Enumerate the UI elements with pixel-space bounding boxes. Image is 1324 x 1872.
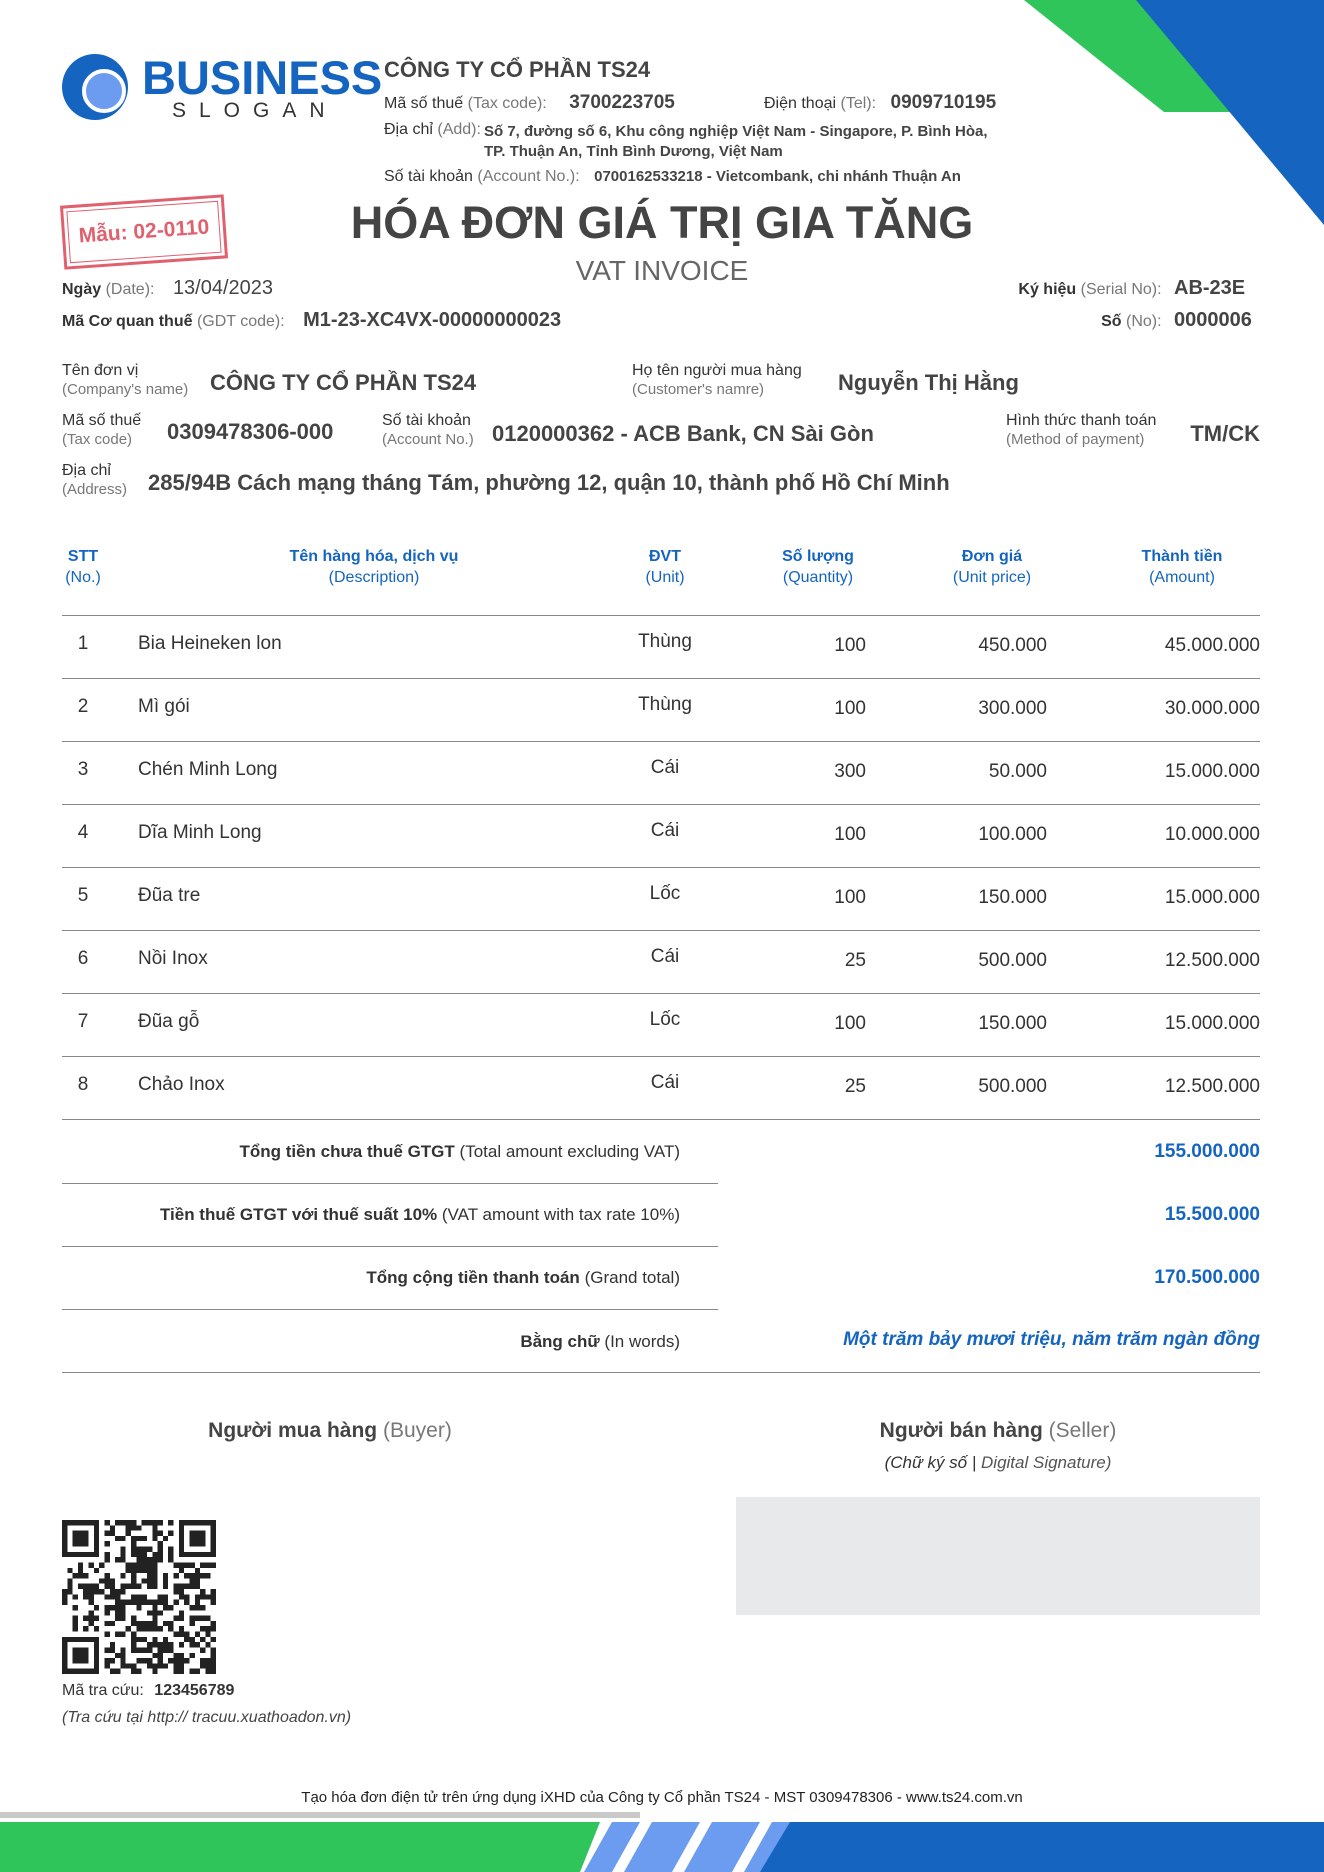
form-stamp-text: Mẫu: 02-0110 xyxy=(77,215,210,248)
row-divider xyxy=(62,1056,1260,1057)
invoice-date: 13/04/2023 xyxy=(172,277,274,299)
row-description: Chảo Inox xyxy=(138,1074,225,1095)
header-price-en: (Unit price) xyxy=(952,569,1032,586)
row-amount: 12.500.000 xyxy=(1164,1076,1260,1097)
payment-label xyxy=(1006,411,1156,449)
seller-address-line xyxy=(384,121,481,139)
seller-signature-label: Người bán hàng xyxy=(879,1419,1043,1442)
row-description: Bia Heineken lon xyxy=(138,633,282,654)
row-amount: 10.000.000 xyxy=(1164,824,1260,845)
buyer-address-label xyxy=(62,461,127,499)
header-qty-vi: Số lượng xyxy=(782,548,854,565)
header-no-vi: STT xyxy=(67,548,99,565)
grand-line xyxy=(62,1309,718,1310)
invoice-no: 0000006 xyxy=(1174,309,1252,331)
row-divider xyxy=(62,930,1260,931)
row-unit: Cái xyxy=(650,820,680,841)
row-amount: 15.000.000 xyxy=(1164,1013,1260,1034)
seller-tax-label: Mã số thuế xyxy=(384,95,464,112)
seller-account-label-en: (Account No.): xyxy=(477,168,580,185)
header-unit-vi: ĐVT xyxy=(649,548,681,565)
row-quantity: 100 xyxy=(834,1013,866,1034)
row-quantity: 300 xyxy=(834,761,866,782)
header-amount xyxy=(1112,546,1252,588)
row-unit-price: 450.000 xyxy=(978,635,1047,656)
row-unit: Cái xyxy=(650,757,680,778)
buyer-tax-label-en: (Tax code) xyxy=(62,431,133,448)
seller-address xyxy=(484,122,988,162)
buyer-account-label xyxy=(382,411,474,449)
seller-signature-title xyxy=(828,1419,1168,1443)
buyer-company: CÔNG TY CỔ PHẦN TS24 xyxy=(210,370,477,395)
amount-in-words: Một trăm bảy mươi triệu, năm trăm ngàn đồng xyxy=(843,1329,1260,1350)
subtotal-value: 155.000.000 xyxy=(1154,1141,1260,1162)
logo-slogan: SLOGAN xyxy=(172,99,338,122)
seller-tax-label-en: (Tax code): xyxy=(467,95,547,112)
payment-label-vi: Hình thức thanh toán xyxy=(1006,412,1157,429)
seller-account: 0700162533218 - Vietcombank, chi nhánh Thuận An xyxy=(594,168,961,185)
words-line xyxy=(62,1372,1260,1373)
row-description: Nồi Inox xyxy=(138,948,208,969)
header-no xyxy=(52,546,114,588)
buyer-company-label-vi: Tên đơn vị xyxy=(62,362,139,379)
row-no: 3 xyxy=(77,759,89,780)
payment-label-en: (Method of payment) xyxy=(1006,431,1145,448)
row-divider xyxy=(62,993,1260,994)
buyer-tax-code: 0309478306-000 xyxy=(167,419,334,444)
vat-label-en: (VAT amount with tax rate 10%) xyxy=(441,1205,680,1224)
row-unit-price: 50.000 xyxy=(988,761,1047,782)
gdt-code-line xyxy=(62,309,561,332)
seller-account-label: Số tài khoản xyxy=(384,168,473,185)
footer-text: Tạo hóa đơn điện tử trên ứng dụng iXHD của Công ty Cổ phần TS24 - MST 0309478306 - www.ts24.com.vn xyxy=(301,1789,1023,1806)
row-no: 1 xyxy=(77,633,89,654)
row-amount: 15.000.000 xyxy=(1164,887,1260,908)
buyer-address: 285/94B Cách mạng tháng Tám, phường 12, quận 10, thành phố Hồ Chí Minh xyxy=(148,470,950,495)
buyer-signature-label-en: (Buyer) xyxy=(382,1419,452,1442)
row-quantity: 100 xyxy=(834,635,866,656)
seller-note-en: Digital Signature) xyxy=(981,1453,1112,1472)
buyer-company-label-en: (Company's name) xyxy=(62,381,189,398)
seller-tel-label: Điện thoại xyxy=(764,95,837,112)
row-quantity: 25 xyxy=(844,1076,866,1097)
row-divider xyxy=(62,1119,1260,1120)
row-quantity: 25 xyxy=(844,950,866,971)
row-unit: Cái xyxy=(650,946,680,967)
row-unit: Lốc xyxy=(649,1009,681,1030)
seller-note-vi: (Chữ ký số xyxy=(884,1453,968,1472)
row-no: 4 xyxy=(77,822,89,843)
row-no: 6 xyxy=(77,948,89,969)
row-divider xyxy=(62,741,1260,742)
header-price-vi: Đơn giá xyxy=(961,548,1023,565)
lookup-code-line xyxy=(62,1682,234,1700)
serial-label: Ký hiệu xyxy=(1018,281,1077,298)
row-amount: 15.000.000 xyxy=(1164,761,1260,782)
row-description: Dĩa Minh Long xyxy=(138,822,262,843)
company-logo xyxy=(62,51,383,124)
header-desc-vi: Tên hàng hóa, dịch vụ xyxy=(289,548,459,565)
row-no: 5 xyxy=(77,885,89,906)
header-price xyxy=(922,546,1062,588)
row-no: 2 xyxy=(77,696,89,717)
row-unit-price: 500.000 xyxy=(978,1076,1047,1097)
vat-label: Tiền thuế GTGT với thuế suất 10% xyxy=(159,1205,438,1224)
row-unit-price: 100.000 xyxy=(978,824,1047,845)
row-amount: 45.000.000 xyxy=(1164,635,1260,656)
header-qty-en: (Quantity) xyxy=(782,569,854,586)
buyer-address-label-vi: Địa chỉ xyxy=(62,462,111,479)
gdt-code: M1-23-XC4VX-00000000023 xyxy=(303,309,562,331)
customer-name: Nguyễn Thị Hằng xyxy=(838,370,1019,395)
buyer-signature-label: Người mua hàng xyxy=(208,1419,378,1442)
header-amount-en: (Amount) xyxy=(1149,569,1215,586)
invoice-title: HÓA ĐƠN GIÁ TRỊ GIA TĂNG xyxy=(350,197,974,248)
vat-label-line xyxy=(160,1205,680,1225)
invoice-subtitle: VAT INVOICE xyxy=(575,255,749,286)
customer-label-vi: Họ tên người mua hàng xyxy=(632,362,802,379)
row-amount: 30.000.000 xyxy=(1164,698,1260,719)
no-label: Số xyxy=(1101,313,1122,330)
qr-code-icon xyxy=(62,1520,216,1674)
header-no-en: (No.) xyxy=(65,569,101,586)
lookup-code: 123456789 xyxy=(154,1682,235,1699)
serial-line xyxy=(1018,277,1260,300)
words-label-line xyxy=(520,1332,680,1352)
row-quantity: 100 xyxy=(834,698,866,719)
digital-signature-note xyxy=(828,1453,1168,1473)
serial-no: AB-23E xyxy=(1174,277,1246,299)
seller-address-line2: TP. Thuận An, Tỉnh Bình Dương, Việt Nam xyxy=(484,143,783,160)
row-description: Mì gói xyxy=(138,696,190,717)
header-desc-en: (Description) xyxy=(328,569,420,586)
row-no: 8 xyxy=(77,1074,89,1095)
row-quantity: 100 xyxy=(834,824,866,845)
buyer-account-label-en: (Account No.) xyxy=(382,431,474,448)
row-unit-price: 150.000 xyxy=(978,1013,1047,1034)
seller-tel-line xyxy=(764,92,996,114)
row-unit-price: 500.000 xyxy=(978,950,1047,971)
grand-label-en: (Grand total) xyxy=(584,1268,680,1287)
grand-label-line xyxy=(366,1268,680,1288)
row-unit: Thùng xyxy=(638,631,692,652)
date-label: Ngày xyxy=(62,281,102,298)
header-desc xyxy=(224,546,524,588)
row-divider xyxy=(62,678,1260,679)
row-no: 7 xyxy=(77,1011,89,1032)
grand-total-value: 170.500.000 xyxy=(1154,1267,1260,1288)
buyer-tax-label xyxy=(62,411,141,449)
digital-signature-box xyxy=(736,1497,1260,1615)
invoice-date-line xyxy=(62,277,273,300)
seller-address-line1: Số 7, đường số 6, Khu công nghiệp Việt Nam - Singapore, P. Bình Hòa, xyxy=(484,123,988,140)
no-label-en: (No): xyxy=(1125,313,1162,330)
invoice-no-line xyxy=(1101,309,1260,332)
vat-line xyxy=(62,1246,718,1247)
lookup-note: (Tra cứu tại http:// tracuu.xuathoadon.vn) xyxy=(62,1709,352,1726)
subtotal-line xyxy=(62,1183,718,1184)
header-unit-en: (Unit) xyxy=(645,569,685,586)
subtotal-label-line xyxy=(239,1142,680,1162)
header-qty xyxy=(758,546,878,588)
seller-account-line xyxy=(384,168,961,186)
logo-circle-icon xyxy=(62,54,128,120)
customer-label xyxy=(632,361,802,399)
payment-method: TM/CK xyxy=(1190,421,1260,446)
row-amount: 12.500.000 xyxy=(1164,950,1260,971)
row-unit: Lốc xyxy=(649,883,681,904)
corner-decoration xyxy=(1024,0,1324,225)
row-unit-price: 300.000 xyxy=(978,698,1047,719)
gdt-label: Mã Cơ quan thuế xyxy=(62,313,193,330)
row-quantity: 100 xyxy=(834,887,866,908)
buyer-tax-label-vi: Mã số thuế xyxy=(62,412,142,429)
subtotal-label-en: (Total amount excluding VAT) xyxy=(459,1142,680,1161)
subtotal-label: Tổng tiền chưa thuế GTGT xyxy=(239,1142,455,1161)
footer-decoration xyxy=(0,1812,1324,1872)
gdt-label-en: (GDT code): xyxy=(196,313,285,330)
header-unit xyxy=(610,546,720,588)
serial-label-en: (Serial No): xyxy=(1080,281,1162,298)
seller-tax-code: 3700223705 xyxy=(569,92,675,113)
buyer-account-label-vi: Số tài khoản xyxy=(382,412,471,429)
buyer-signature-title xyxy=(160,1419,500,1443)
seller-address-label: Địa chỉ xyxy=(384,121,433,138)
seller-address-label-en: (Add): xyxy=(437,121,481,138)
buyer-address-label-en: (Address) xyxy=(62,481,128,498)
vat-value: 15.500.000 xyxy=(1164,1204,1260,1225)
row-description: Đũa gỗ xyxy=(138,1011,200,1032)
seller-signature-label-en: (Seller) xyxy=(1048,1419,1117,1442)
row-unit-price: 150.000 xyxy=(978,887,1047,908)
row-unit: Thùng xyxy=(638,694,692,715)
date-label-en: (Date): xyxy=(105,281,155,298)
seller-tel-label-en: (Tel): xyxy=(840,95,877,112)
logo-word: BUSINESS xyxy=(142,51,383,104)
seller-note-sep: | xyxy=(967,1453,982,1472)
row-divider xyxy=(62,867,1260,868)
seller-company: CÔNG TY CỔ PHẦN TS24 xyxy=(384,57,651,82)
grand-label: Tổng cộng tiền thanh toán xyxy=(366,1268,580,1287)
row-description: Đũa tre xyxy=(138,885,201,906)
row-unit: Cái xyxy=(650,1072,680,1093)
words-label-en: (In words) xyxy=(604,1332,680,1351)
customer-label-en: (Customer's namre) xyxy=(632,381,765,398)
table-top-line xyxy=(62,615,1260,616)
seller-tax-line xyxy=(384,92,675,114)
words-label: Bằng chữ xyxy=(520,1332,600,1351)
row-description: Chén Minh Long xyxy=(138,759,278,780)
buyer-company-label xyxy=(62,361,188,399)
seller-tel: 0909710195 xyxy=(890,92,997,113)
header-amount-vi: Thành tiền xyxy=(1141,548,1223,565)
row-divider xyxy=(62,804,1260,805)
lookup-code-label: Mã tra cứu: xyxy=(62,1682,144,1699)
buyer-account: 0120000362 - ACB Bank, CN Sài Gòn xyxy=(492,421,874,446)
